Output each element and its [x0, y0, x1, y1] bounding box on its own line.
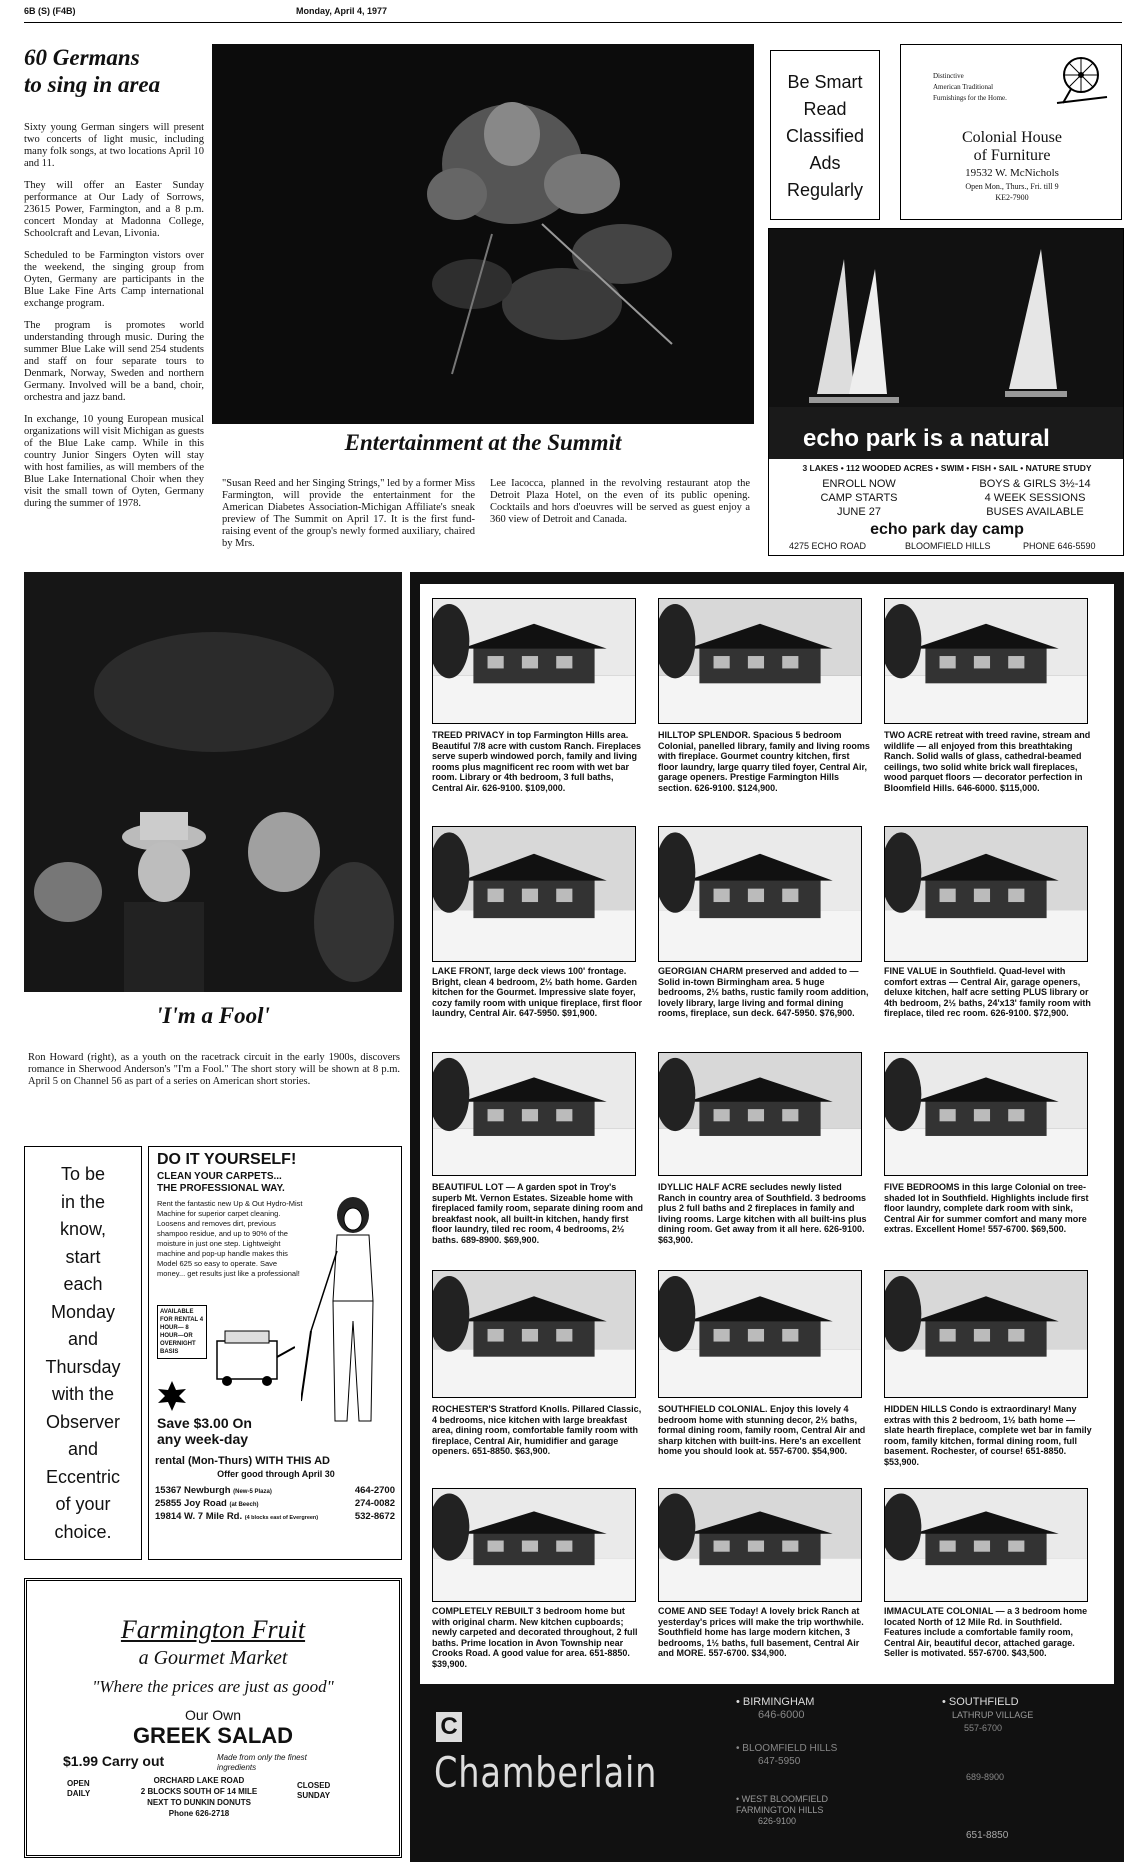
know-line-6: Monday: [50, 1301, 116, 1322]
germans-p3: Scheduled to be Farmington vistors over the weekend, the singing group from Oyten, Germany are participants in the Blue Lake Fine Arts Camp international exchange program.: [24, 250, 204, 309]
chamberlain-banner: [420, 1690, 1114, 1858]
colonial-name-2: of Furniture: [973, 147, 1051, 164]
chamberlain-office-2: [736, 1742, 837, 1768]
echo-left-1: ENROLL NOW: [822, 478, 896, 490]
echo-park-ad: [768, 228, 1124, 556]
listing-text-14: COME AND SEE Today! A lovely brick Ranch at yesterday's prices will make the trip worthwhile. Southfield home has large modern kitchen, 3 bedrooms, 1½ baths, full basement, Central Air and MORE. 557-6700. $34,900.: [658, 1606, 864, 1658]
colonial-tagline-3: Furnishings for the Home.: [933, 94, 1007, 102]
fruit-salad: GREEK SALAD: [132, 1723, 294, 1748]
listing-photo-2: [658, 598, 862, 724]
chamberlain-office-1: [736, 1696, 814, 1722]
diy-loc3-phone: 532-8672: [354, 1511, 395, 1522]
listing-text-2: HILLTOP SPLENDOR. Spacious 5 bedroom Colonial, panelled library, family and living rooms with fireplace. Gourmet country kitchen, first floor laundry, large quarry tiled foyer, Central Air, garage openers. Prestige Farmington Hills section. 626-9100. $124,900.: [658, 730, 870, 793]
diy-loc2-phone: 274-0082: [354, 1498, 395, 1509]
house-photo-image: [433, 1053, 635, 1175]
germans-headline-2: to sing in area: [24, 72, 161, 97]
know-line-1: To be: [60, 1164, 106, 1184]
echo-features: 3 LAKES • 112 WOODED ACRES • SWIM • FISH • SAIL • NATURE STUDY: [802, 463, 1092, 473]
office-4-sub: LATHRUP VILLAGE: [952, 1710, 1034, 1720]
echo-phone: PHONE 646-5590: [1023, 541, 1096, 551]
listing-photo-13: [432, 1488, 636, 1602]
diy-loc1-phone: 464-2700: [354, 1485, 395, 1496]
know-line-11: and: [67, 1439, 99, 1459]
be-smart-ad: [770, 50, 880, 220]
germans-p2: They will offer an Easter Sunday performance at Our Lady of Sorrows, 23615 Power, Farmington, and a 8 p.m. concert Monday at Madonna College, Schoolcraft and Levan, Livonia.: [24, 180, 204, 239]
diy-loc3-addr: 19814 W. 7 Mile Rd.: [155, 1511, 243, 1522]
colonial-hours: Open Mon., Thurs., Fri. till 9: [965, 182, 1059, 191]
summit-photo: [212, 44, 754, 424]
diy-loc3-note: (4 blocks east of Evergreen): [244, 1515, 319, 1521]
listing-photo-12: [884, 1270, 1088, 1398]
diy-save: Save $3.00 On any week-day: [157, 1415, 252, 1447]
listing-photo-6: [884, 826, 1088, 962]
house-photo-image: [885, 1271, 1087, 1397]
listing-photo-8: [658, 1052, 862, 1176]
page-header: [24, 6, 1124, 20]
echo-right-3: BUSES AVAILABLE: [986, 506, 1084, 518]
germans-headline-1: 60 Germans: [24, 45, 140, 70]
know-ad: [24, 1146, 142, 1560]
fruit-made: Made from only the finest ingredients: [217, 1753, 307, 1772]
listing-photo-10: [432, 1270, 636, 1398]
colonial-tagline: [933, 71, 1007, 104]
diy-rental-line: rental (Mon-Thurs) WITH THIS AD: [155, 1455, 330, 1467]
chamberlain-office-5-phone: 689-8900: [966, 1772, 1005, 1782]
diy-body: Rent the fantastic new Up & Out Hydro-Mist Machine for superior carpet cleaning. Loosens and removes dirt, previous shampoo residue, and up to 90% of the moisture in just one step. Lightweight machine and pop-up handle makes this Model 625 so easy to operate. Save money... get results just like a professional!: [157, 1199, 303, 1278]
house-photo-image: [433, 827, 635, 961]
know-line-2: in the: [60, 1191, 106, 1212]
fruit-addr-2: 2 BLOCKS SOUTH OF 14 MILE: [140, 1787, 258, 1796]
office-2-name: • BLOOMFIELD HILLS: [736, 1743, 838, 1754]
know-line-9: with the: [51, 1384, 115, 1404]
listing-photo-3: [884, 598, 1088, 724]
colonial-address: 19532 W. McNichols: [965, 167, 1059, 179]
germans-p4: The program is promotes world understanding through music. During the summer Blue Lake will send 254 students and staff on four separate tours to Denmark, Norway, Sweden and northern Germany. Involved will be a band, choir, orchestra and jazz band.: [24, 320, 204, 403]
fruit-addr-3: NEXT TO DUNKIN DONUTS: [147, 1798, 251, 1807]
echo-right-1: BOYS & GIRLS 3½-14: [979, 478, 1091, 490]
chamberlain-logo-mark: C: [436, 1712, 462, 1742]
house-photo-image: [433, 1271, 635, 1397]
spinning-wheel-icon: [1049, 53, 1113, 109]
listing-text-7: BEAUTIFUL LOT — A garden spot in Troy's superb Mt. Vernon Estates. Sizeable home with fireplaced family room, separate dining room and breakfast nook, all built-in kitchen, handy first floor laundry, tiled rec room, 4 bedrooms, 2½ baths. 689-8900. $69,900.: [432, 1182, 644, 1245]
colonial-tagline-1: Distinctive: [933, 72, 964, 80]
germans-headline: [24, 44, 204, 98]
diy-location-1: [155, 1485, 399, 1498]
listing-photo-5: [658, 826, 862, 962]
house-photo-image: [885, 599, 1087, 723]
be-smart-line-5: Regularly: [786, 180, 864, 200]
be-smart-line-3: Classified: [785, 126, 865, 146]
listing-photo-15: [884, 1488, 1088, 1602]
echo-right-2: 4 WEEK SESSIONS: [984, 492, 1086, 504]
echo-banner: echo park is a natural: [803, 425, 1050, 452]
office-4-name: • SOUTHFIELD: [942, 1696, 1019, 1708]
house-photo-image: [659, 599, 861, 723]
germans-p1: Sixty young German singers will present two concerts of light music, including many folk songs, at two locations April 10 and 11.: [24, 122, 204, 169]
chamberlain-office-4: [942, 1696, 1033, 1735]
listing-text-8: IDYLLIC HALF ACRE secludes newly listed Ranch in country area of Southfield. 3 bedrooms plus 2 full baths and 2 fireplaces in family and living rooms. Large kitchen with all built-ins plus dining room. Get away from it all here. 626-9100. $63,900.: [658, 1182, 867, 1245]
colonial-ad: [900, 44, 1122, 220]
listing-photo-14: [658, 1488, 862, 1602]
fruit-ad: [24, 1578, 402, 1858]
house-photo-image: [885, 1489, 1087, 1601]
diy-sub-2: THE PROFESSIONAL WAY.: [157, 1183, 285, 1194]
listing-photo-7: [432, 1052, 636, 1176]
diy-loc1-addr: 15367 Newburgh: [155, 1485, 231, 1496]
chamberlain-office-6-phone: 651-8850: [966, 1830, 1009, 1841]
listing-photo-11: [658, 1270, 862, 1398]
house-photo-image: [433, 599, 635, 723]
house-photo-image: [659, 1271, 861, 1397]
echo-city: BLOOMFIELD HILLS: [905, 541, 991, 551]
listing-photo-4: [432, 826, 636, 962]
fruit-address: [119, 1775, 279, 1819]
listing-text-12: HIDDEN HILLS Condo is extraordinary! Many extras with this 2 bedroom, 1½ bath home — slate hearth fireplace, complete wet bar in family room, family kitchen, formal dining room, full basement. Rochester, of course! 651-8850. $53,900.: [884, 1404, 1092, 1467]
fruit-phone: Phone 626-2718: [168, 1809, 230, 1818]
page-date: Monday, April 4, 1977: [296, 6, 388, 16]
colonial-name-1: Colonial House: [962, 129, 1062, 146]
know-line-10: Observer: [45, 1411, 121, 1432]
house-photo-image: [885, 827, 1087, 961]
listing-text-15: IMMACULATE COLONIAL — a 3 bedroom home located North of 12 Mile Rd. in Southfield. Features include a comfortable family room, Central Air, beautiful decor, attached garage. Seller is motivated. 557-6700. $43,500.: [884, 1606, 1088, 1658]
echo-address: 4275 ECHO ROAD: [789, 541, 867, 551]
page-code: 6B (S) (F4B): [24, 6, 76, 16]
germans-p5: In exchange, 10 young European musical organizations will visit Michigan as guests of the Blue Lake camp. While in this country Junior Singers Oyten will stay with host families, as will members of the Blue Lake International Choir when they visit the small town of Oyten, Germany during the summer of 1978.: [24, 414, 204, 509]
fruit-our-own: Our Own: [184, 1707, 241, 1723]
listing-text-5: GEORGIAN CHARM preserved and added to — Solid in-town Birmingham area. 5 huge bedrooms, 2½ baths, rustic family room addition, lovely library, large living and formal dining rooms, fireplace, sun deck. 647-5950. $76,900.: [658, 966, 869, 1018]
diy-headline: DO IT YOURSELF!: [157, 1151, 297, 1168]
echo-right: [955, 477, 1115, 519]
header-rule: [24, 22, 1122, 23]
house-photo-image: [659, 1053, 861, 1175]
office-1-name: • BIRMINGHAM: [736, 1696, 815, 1708]
house-photo-image: [433, 1489, 635, 1601]
summit-headline: Entertainment at the Summit: [344, 430, 622, 455]
fool-photo: [24, 572, 402, 992]
listing-text-6: FINE VALUE in Southfield. Quad-level with comfort extras — Central Air, garage openers, deluxe kitchen, half acre setting PLUS library or 4th bedroom, 2½ baths, 24'x13' family room with fireplace, tiled rec room. 626-9100. $72,900.: [884, 966, 1091, 1018]
know-line-4: start: [65, 1246, 101, 1267]
listing-text-9: FIVE BEDROOMS in this large Colonial on tree-shaded lot in Southfield. Highlights include first floor laundry, complete dark room with sink, Central Air for summer comfort and many more extras. Excellent Home! 557-6700. $69,500.: [884, 1182, 1089, 1234]
diy-loc1-note: (New-5 Plaza): [233, 1489, 272, 1495]
diy-loc2-addr: 25855 Joy Road: [155, 1498, 227, 1509]
starburst-icon: [157, 1381, 187, 1411]
know-line-3: know,: [59, 1219, 107, 1239]
diy-location-3: [155, 1511, 399, 1524]
diy-sub-1: CLEAN YOUR CARPETS...: [157, 1171, 282, 1182]
diy-loc2-note: (at Beech): [229, 1502, 259, 1508]
fruit-addr-1: ORCHARD LAKE ROAD: [153, 1776, 245, 1785]
diy-ad: [148, 1146, 402, 1560]
fruit-open: OPEN DAILY: [67, 1779, 91, 1798]
be-smart-line-2: Read: [803, 99, 847, 119]
know-line-12: Eccentric: [45, 1466, 121, 1487]
office-3-name: • WEST BLOOMFIELD FARMINGTON HILLS: [736, 1794, 828, 1815]
fool-photo-image: [24, 572, 402, 992]
echo-name: echo park day camp: [870, 521, 1024, 538]
office-1-phone: 646-6000: [758, 1709, 805, 1721]
summit-photo-image: [212, 44, 754, 424]
fruit-price: $1.99 Carry out: [63, 1753, 165, 1769]
know-line-5: each: [63, 1274, 103, 1294]
listing-photo-9: [884, 1052, 1088, 1176]
chamberlain-name: Chamberlain: [434, 1748, 658, 1797]
colonial-tagline-2: American Traditional: [933, 83, 994, 91]
house-photo-image: [885, 1053, 1087, 1175]
office-4-phone: 557-6700: [964, 1723, 1003, 1733]
office-2-phone: 647-5950: [758, 1756, 801, 1767]
be-smart-line-4: Ads: [809, 153, 841, 173]
echo-left-3: JUNE 27: [836, 506, 882, 518]
listing-text-10: ROCHESTER'S Stratford Knolls. Pillared Classic, 4 bedrooms, nice kitchen with large breakfast area, dining room, comfortable family room with fireplace, Central Air, humidifier and garage openers. 651-8850. $63,900.: [432, 1404, 642, 1456]
fruit-name-1: Farmington Fruit: [120, 1615, 306, 1644]
fruit-name-2: a Gourmet Market: [138, 1647, 288, 1669]
diy-offer: Offer good through April 30: [217, 1469, 335, 1479]
fruit-slogan: "Where the prices are just as good": [92, 1677, 334, 1696]
carpet-machine-icon: [211, 1327, 295, 1387]
know-line-8: Thursday: [45, 1356, 121, 1377]
know-line-7: and: [67, 1329, 99, 1349]
office-3-phone: 626-9100: [758, 1816, 797, 1826]
chamberlain-office-3: [736, 1794, 876, 1827]
fool-caption: Ron Howard (right), as a youth on the racetrack circuit in the early 1900s, discovers romance in Sherwood Anderson's "I'm a Fool." The short story will be shown at 8 p.m. April 5 on Channel 56 as part of a series on American short stories.: [28, 1052, 400, 1087]
woman-illustration: [301, 1191, 397, 1441]
house-photo-image: [659, 1489, 861, 1601]
listing-text-1: TREED PRIVACY in top Farmington Hills area. Beautiful 7/8 acre with custom Ranch. Fireplaces serve superb windowed porch, family and living rooms plus magnificent rec room with wet bar room. Library or 4th bedroom, 3 full baths, Central Air. 626-9100. $109,000.: [432, 730, 642, 793]
listing-text-13: COMPLETELY REBUILT 3 bedroom home but with original charm. New kitchen cupboards; newly carpeted and decorated throughout, 2 full baths. Prime location in Avon Township near Crooks Road. A good value for area. 651-8850. $39,900.: [432, 1606, 638, 1669]
diy-location-2: [155, 1498, 399, 1511]
know-line-13: of your: [55, 1494, 111, 1514]
listing-text-3: TWO ACRE retreat with treed ravine, stream and wildlife — all enjoyed from this breathtaking Ranch. Solid walls of glass, cathedral-beamed ceilings, two solid white brick wall fireplaces, wood parquet floors — decorator perfection in Bloomfield Hills. 646-6000. $115,000.: [884, 730, 1091, 793]
diy-locations: [155, 1485, 399, 1524]
listing-text-11: SOUTHFIELD COLONIAL. Enjoy this lovely 4 bedroom home with stunning decor, 2½ baths, formal dining room, family room, Central Air and sharp kitchen with built-ins. Here's an excellent home you should look at. 557-6700. $54,900.: [658, 1404, 866, 1456]
diy-rental-box: AVAILABLE FOR RENTAL 4 HOUR— 8 HOUR—OR OVERNIGHT BASIS: [157, 1305, 207, 1359]
echo-left: [789, 477, 929, 519]
be-smart-line-1: Be Smart: [787, 72, 863, 92]
summit-col2: Lee Iacocca, planned in the revolving restaurant atop the Detroit Plaza Hotel, on the even of its public opening. Cocktails and hors d'oeuvres will be served as guest enjoy a 360 view of Detroit and Canada.: [490, 478, 750, 525]
colonial-phone: KE2-7900: [995, 193, 1029, 202]
listing-photo-1: [432, 598, 636, 724]
listing-text-4: LAKE FRONT, large deck views 100' frontage. Bright, clean 4 bedroom, 2½ bath home. Garden kitchen for the Gourmet. Impressive slate foyer, cozy family room with unique fireplace, first floor laundry, Central Air. 647-5950. $91,900.: [432, 966, 643, 1018]
fool-headline: 'I'm a Fool': [156, 1003, 270, 1028]
colonial-name: [901, 129, 1123, 165]
echo-left-2: CAMP STARTS: [820, 492, 898, 504]
house-photo-image: [659, 827, 861, 961]
fruit-closed: CLOSED SUNDAY: [297, 1781, 331, 1800]
germans-article: [24, 44, 204, 510]
summit-col1: "Susan Reed and her Singing Strings," led by a former Miss Farmington, will provide the entertainment for the American Diabetes Association-Michigan Affiliate's sneak preview of The Summit on April 17. It is the first fund-raising event of the group's newly formed auxiliary, chaired by Mrs.: [222, 478, 475, 549]
know-line-14: choice.: [54, 1521, 112, 1542]
